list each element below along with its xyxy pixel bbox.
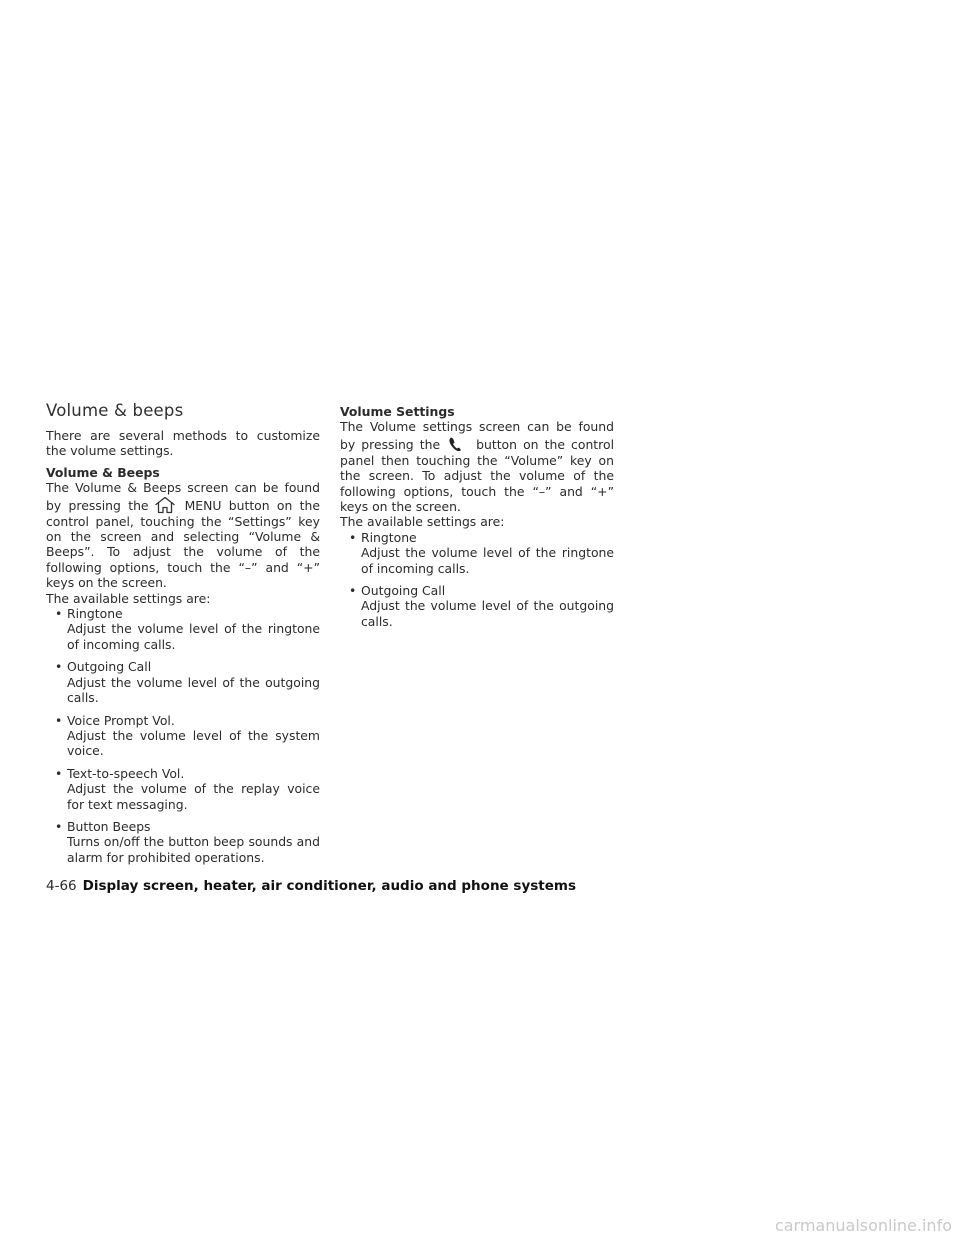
setting-name: Text-to-speech Vol. (67, 765, 185, 781)
volume-settings-text-after: button on the control panel then touching the “Volume” key on the screen. To adjust the volume of the following options, touch the “–” and “+” keys on the screen. (340, 436, 615, 515)
setting-name: Outgoing Call (67, 659, 152, 675)
left-column (46, 400, 320, 872)
available-settings-intro: The available settings are: (46, 590, 211, 606)
subheading-volume-settings: Volume Settings (340, 404, 455, 419)
volume-beeps-paragraph (46, 480, 320, 590)
bullet: • (55, 818, 63, 834)
list-item (46, 659, 320, 705)
settings-list-right (340, 530, 614, 629)
bullet: • (349, 529, 357, 545)
setting-name: Button Beeps (67, 818, 151, 834)
volume-beeps-text-after: MENU button on the control panel, touching the “Settings” key on the screen and selecting “Volume & Beeps”. To adjust the volume of the following options, touch the “–” and “+” keys on the screen. (46, 497, 321, 591)
setting-description: Adjust the volume level of the ringtone of incoming calls. (361, 545, 614, 576)
bullet: • (349, 583, 357, 599)
bullet: • (55, 606, 63, 622)
setting-description: Adjust the volume of the replay voice for text messaging. (67, 781, 320, 812)
list-item (46, 606, 320, 652)
intro-paragraph: There are several methods to customize the volume settings. (46, 428, 320, 459)
setting-description: Adjust the volume level of the outgoing calls. (361, 598, 614, 629)
setting-name: Ringtone (361, 529, 417, 545)
list-item (46, 819, 320, 865)
available-settings-intro: The available settings are: (340, 514, 505, 530)
volume-settings-text-before: The Volume settings screen can be found by pressing the (340, 419, 614, 452)
page-number: 4-66 (46, 878, 77, 894)
phone-icon (444, 435, 468, 453)
volume-settings-paragraph (340, 419, 614, 514)
bullet: • (55, 712, 63, 728)
volume-beeps-text-before: The Volume & Beeps screen can be found by pressing the (46, 480, 320, 513)
list-item (46, 766, 320, 812)
bullet: • (55, 765, 63, 781)
watermark-text: carmanualsonline.info (774, 1216, 952, 1235)
setting-name: Outgoing Call (361, 583, 446, 599)
section-title: Volume & beeps (46, 401, 184, 420)
setting-description: Adjust the volume level of the ringtone of incoming calls. (67, 621, 320, 652)
home-menu-icon (153, 496, 177, 514)
setting-description: Adjust the volume level of the outgoing calls. (67, 674, 320, 706)
page-footer (46, 877, 646, 895)
setting-name: Voice Prompt Vol. (67, 712, 175, 728)
list-item (340, 530, 614, 576)
chapter-title: Display screen, heater, air conditioner, audio and phone systems (82, 878, 576, 894)
setting-description: Adjust the volume level of the system voice. (67, 727, 320, 759)
list-item (340, 583, 614, 629)
setting-name: Ringtone (67, 606, 123, 622)
list-item (46, 713, 320, 759)
settings-list-left (46, 606, 320, 865)
subheading-volume-beeps: Volume & Beeps (46, 464, 160, 480)
bullet: • (55, 659, 63, 675)
setting-description: Turns on/off the button beep sounds and alarm for prohibited operations. (67, 834, 320, 865)
right-column (340, 404, 614, 636)
